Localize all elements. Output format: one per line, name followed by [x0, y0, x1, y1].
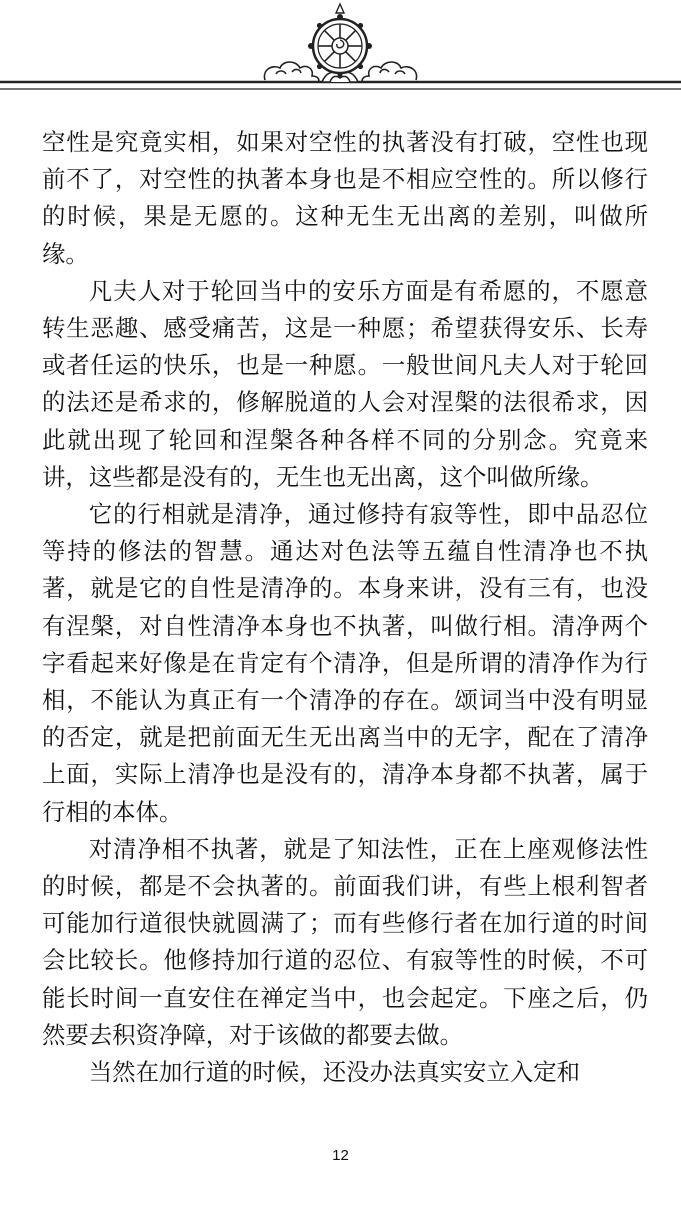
paragraph-4: 对清净相不执著，就是了知法性，正在上座观修法性的时候，都是不会执著的。前面我们讲，有些上根利智者可能加行道很快就圆满了；而有些修行者在加行道的时间会比较长。他修持加行道的忍位、有寂等性的时候，不可能长时间一直安住在禅定当中，也会起定。下座之后，仍然要去积资净障，对于该做的都要去做。 [42, 834, 648, 1049]
cloud-scroll-left-icon [264, 62, 318, 82]
page-header [0, 0, 681, 110]
paragraph-2: 凡夫人对于轮回当中的安乐方面是有希愿的，不愿意转生恶趣、感受痛苦，这是一种愿；希望获得安乐、长寿或者任运的快乐，也是一种愿。一般世间凡夫人对于轮回的法还是希求的，修解脱道的人会对涅槃的法很希求，因此就出现了轮回和涅槃各种各样不同的分别念。究竟来讲，这些都是没有的，无生也无出离，这个叫做所缘。 [42, 276, 648, 491]
page-number: 12 [332, 1147, 349, 1164]
paragraph-3: 它的行相就是清净，通过修持有寂等性，即中品忍位等持的修法的智慧。通达对色法等五蕴自性清净也不执著，就是它的自性是清净的。本身来讲，没有三有，也没有涅槃，对自性清净本身也不执著，叫做行相。清净两个字看起来好像是在肯定有个清净，但是所谓的清净作为行相，不能认为真正有一个清净的存在。颂词当中没有明显的否定，就是把前面无生无出离当中的无字，配在了清净上面，实际上清净也是没有的，清净本身都不执著，属于行相的本体。 [42, 500, 648, 826]
body-text [42, 124, 648, 1091]
header-ornament [0, 0, 681, 110]
dharma-wheel-icon [308, 4, 372, 78]
cloud-scroll-right-icon [362, 62, 416, 82]
paragraph-1: 空性是究竟实相，如果对空性的执著没有打破，空性也现前不了，对空性的执著本身也是不相应空性的。所以修行的时候，果是无愿的。这种无生无出离的差别，叫做所缘。 [42, 128, 648, 268]
paragraph-5: 当然在加行道的时候，还没办法真实安立入定和 [88, 1058, 580, 1087]
